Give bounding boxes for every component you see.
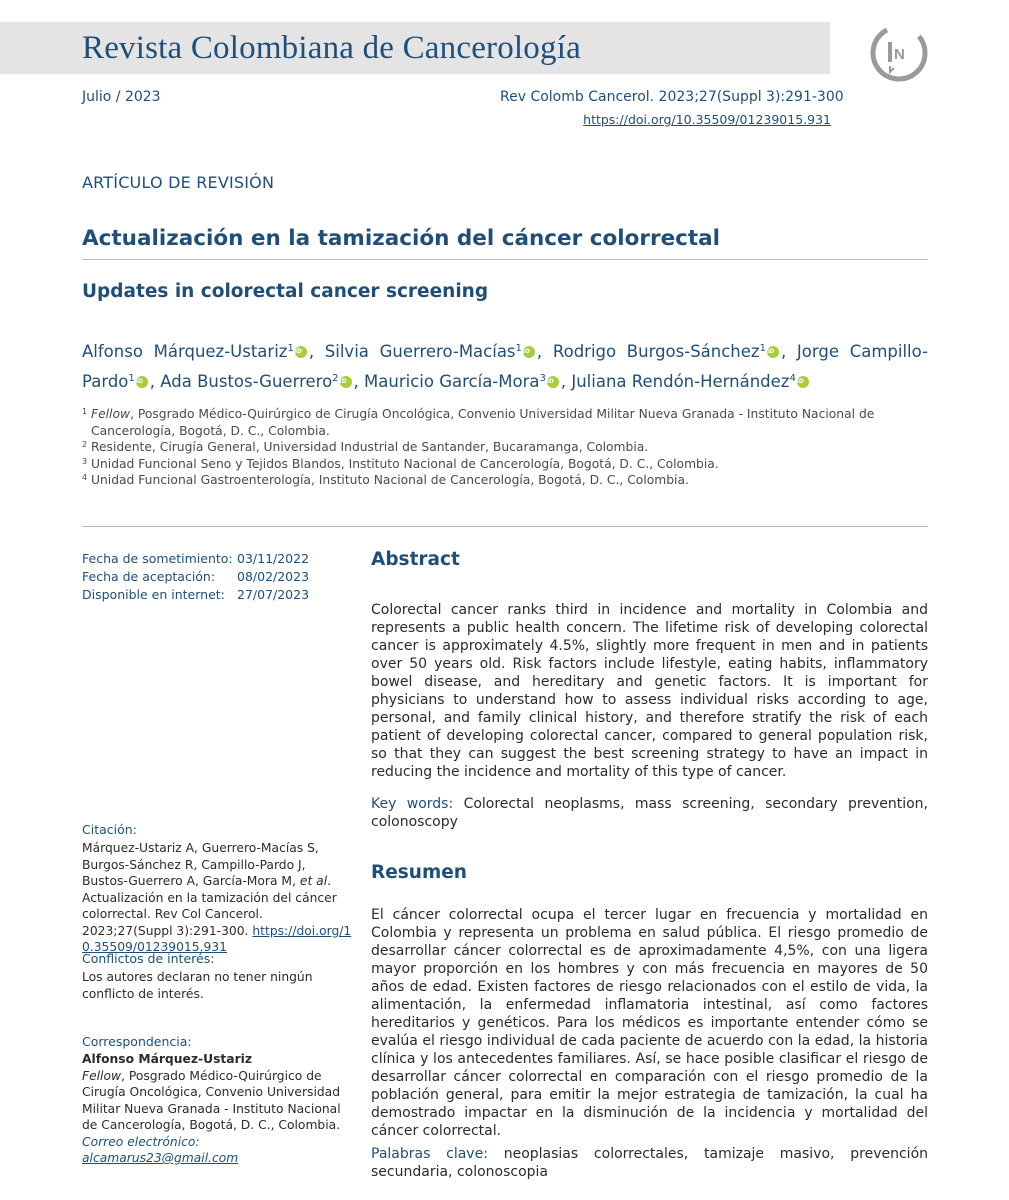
correspondence-affiliation bbox=[82, 1068, 352, 1134]
author-affiliation-number: 2 bbox=[332, 373, 339, 384]
affiliation-text: , Posgrado Médico-Quirúrgico de Cirugía Oncológica, Convenio Universidad Militar Nueva Granada - Instituto Nacional de Cancerología, Bogotá, D. C., Colombia. bbox=[91, 407, 875, 438]
orcid-icon[interactable] bbox=[340, 376, 352, 388]
abstract-keywords bbox=[371, 795, 928, 831]
orcid-icon[interactable] bbox=[767, 346, 779, 358]
resumen-keywords-label: Palabras clave: bbox=[371, 1146, 488, 1162]
abstract-keywords-label: Key words: bbox=[371, 796, 454, 812]
affiliation-number: 4 bbox=[82, 473, 88, 482]
correspondence-em: Fellow bbox=[82, 1068, 122, 1083]
affiliation-number: 3 bbox=[82, 456, 88, 466]
correspondence-heading: Correspondencia: bbox=[82, 1034, 192, 1049]
affiliation-number: 2 bbox=[82, 440, 88, 449]
date-submitted-row bbox=[82, 550, 309, 568]
date-online-value: 27/07/2023 bbox=[237, 587, 310, 602]
author-affiliation-number: 4 bbox=[789, 373, 796, 384]
author-affiliation-number: 3 bbox=[539, 373, 546, 384]
article-title-en: Updates in colorectal cancer screening bbox=[82, 281, 489, 302]
author bbox=[571, 372, 810, 391]
author-separator: , bbox=[536, 342, 543, 361]
conflicts-heading: Conflictos de interés: bbox=[82, 951, 215, 966]
resumen-keywords-text: neoplasias colorrectales, tamizaje masivo, prevención secundaria, colonoscopia bbox=[371, 1146, 929, 1180]
orcid-icon[interactable] bbox=[523, 346, 535, 358]
affiliation-text: Unidad Funcional Gastroenterología, Instituto Nacional de Cancerología, Bogotá, D. C., Colombia. bbox=[91, 473, 689, 487]
issue-date: Julio / 2023 bbox=[82, 89, 161, 105]
author bbox=[82, 342, 314, 361]
correspondence-affiliation-text: , Posgrado Médico-Quirúrgico de Cirugía Oncológica, Convenio Universidad Militar Nueva Granada - Instituto Nacional de Cancerología, Bogotá, D. C., Colombia. bbox=[82, 1068, 341, 1132]
author-affiliation-number: 1 bbox=[128, 373, 135, 384]
orcid-icon[interactable] bbox=[547, 376, 559, 388]
svg-text:N: N bbox=[894, 46, 905, 63]
article-title-es: Actualización en la tamización del cáncer colorrectal bbox=[82, 226, 721, 251]
inc-logo-icon bbox=[868, 22, 930, 84]
title-divider bbox=[82, 259, 928, 260]
author-name: Jorge Campillo-Pardo bbox=[82, 342, 928, 391]
affiliation-divider bbox=[82, 526, 928, 527]
citation-text bbox=[82, 840, 352, 956]
author-name: Rodrigo Burgos-Sánchez bbox=[552, 342, 760, 361]
date-accepted-value: 08/02/2023 bbox=[237, 569, 310, 584]
affiliation-item bbox=[82, 472, 928, 489]
abstract-text: Colorectal cancer ranks third in incidence and mortality in Colombia and represents a public health concern. The lifetime risk of developing colorectal cancer is approximately 4.5%, slightly more frequent in men and in patients over 50 years old. Risk factors include lifestyle, eating habits, inflammatory bowel disease, and hereditary and genetic factors. It is important for physicians to understand how to assess individual risks according to age, personal, and family clinical history, and therefore stratify the risk of each patient of developing colorectal cancer, compared to general population risk, so that they can suggest the best screening strategy to have an impact in reducing the incidence and mortality of this type of cancer. bbox=[371, 602, 928, 780]
author-separator: , bbox=[308, 342, 315, 361]
abstract-keywords-text: Colorectal neoplasms, mass screening, secondary prevention, colonoscopy bbox=[371, 796, 928, 830]
orcid-icon[interactable] bbox=[136, 376, 148, 388]
date-online-label: Disponible en internet: bbox=[82, 587, 225, 602]
affiliation-text: Residente, Cirugía General, Universidad Industrial de Santander, Bucaramanga, Colombia. bbox=[91, 440, 649, 454]
author bbox=[364, 372, 566, 391]
author-separator: , bbox=[149, 372, 156, 391]
affiliation-list bbox=[82, 406, 928, 489]
author bbox=[553, 342, 786, 361]
affiliation-text: Unidad Funcional Seno y Tejidos Blandos, Instituto Nacional de Cancerología, Bogotá, D. C., Colombia. bbox=[91, 456, 719, 471]
author-name: Juliana Rendón-Hernández bbox=[571, 372, 790, 391]
correspondence-block bbox=[82, 1051, 352, 1167]
date-accepted-label: Fecha de aceptación: bbox=[82, 569, 216, 584]
orcid-icon[interactable] bbox=[295, 346, 307, 358]
citation-heading: Citación: bbox=[82, 822, 137, 837]
author bbox=[325, 342, 542, 361]
citation-doi-link[interactable]: https://doi.org/10.35509/01239015.931 bbox=[82, 923, 352, 954]
correspondence-email-label: Correo electrónico: bbox=[82, 1134, 200, 1149]
citation-text-before: Márquez-Ustariz A, Guerrero-Macías S, Burgos-Sánchez R, Campillo-Pardo J, Bustos-Guerrero A, García-Mora M, bbox=[82, 841, 319, 888]
author-name: Ada Bustos-Guerrero bbox=[160, 372, 333, 391]
citation-text-after: . Actualización en la tamización del cáncer colorrectal. Rev Col Cancerol. 2023;27(Suppl 3):291-300. bbox=[82, 874, 337, 938]
affiliation-item bbox=[82, 439, 928, 456]
resumen-text: El cáncer colorrectal ocupa el tercer lugar en frecuencia y mortalidad en Colombia y representa un problema en salud pública. El riesgo promedio de desarrollar cáncer colorrectal es de aproximadamente 4,5%, con una ligera mayor proporción en los hombres y con más frecuencia en mayores de 50 años de edad. Existen factores de riesgo relacionados con el estilo de vida, la alimentación, la enfermedad inflamatoria intestinal, así como factores hereditarios y genéticos. Para los médicos es importante entender cómo se evalúa el riesgo individual de cada paciente de acuerdo con la edad, la historia clínica y los antecedentes familiares. Así, se hace posible clasificar el riesgo de desarrollar cáncer colorrectal en comparación con el riesgo promedio de la población general, para emitir la mejor estrategia de tamización, la cual ha demostrado impactar en la disminución de la incidencia y mortalidad del cáncer colorrectal. bbox=[371, 907, 928, 1139]
affiliation-item bbox=[82, 406, 928, 439]
affiliation-item bbox=[82, 456, 928, 473]
conflicts-text: Los autores declaran no tener ningún conflicto de interés. bbox=[82, 970, 313, 1001]
date-online-row bbox=[82, 586, 309, 604]
abstract-heading: Abstract bbox=[371, 549, 460, 570]
article-dates bbox=[82, 550, 309, 604]
author-separator: , bbox=[560, 372, 567, 391]
article-type: ARTÍCULO DE REVISIÓN bbox=[82, 173, 275, 192]
author-separator: , bbox=[353, 372, 359, 391]
journal-title: Revista Colombiana de Cancerología bbox=[82, 30, 581, 66]
author-separator: , bbox=[780, 342, 787, 361]
journal-reference: Rev Colomb Cancerol. 2023;27(Suppl 3):291-300 bbox=[500, 89, 844, 105]
author-name: Mauricio García-Mora bbox=[364, 372, 540, 391]
resumen-keywords bbox=[371, 1145, 928, 1181]
author-affiliation-number: 1 bbox=[287, 343, 294, 354]
date-submitted-value: 03/11/2022 bbox=[237, 551, 310, 566]
author bbox=[160, 372, 359, 391]
citation-et-al: et al bbox=[299, 874, 328, 888]
author-affiliation-number: 1 bbox=[515, 343, 522, 354]
author-list bbox=[82, 335, 928, 395]
affiliation-role: Fellow bbox=[91, 407, 131, 421]
author-name: Alfonso Márquez-Ustariz bbox=[82, 342, 288, 361]
correspondence-email-link[interactable]: alcamarus23@gmail.com bbox=[82, 1151, 239, 1165]
author-name: Silvia Guerrero-Macías bbox=[324, 342, 516, 361]
affiliation-number: 1 bbox=[82, 407, 88, 416]
author-affiliation-number: 1 bbox=[759, 343, 766, 354]
correspondence-name: Alfonso Márquez-Ustariz bbox=[82, 1052, 253, 1066]
date-accepted-row bbox=[82, 568, 309, 586]
orcid-icon[interactable] bbox=[797, 376, 809, 388]
date-submitted-label: Fecha de sometimiento: bbox=[82, 551, 233, 566]
resumen-heading: Resumen bbox=[371, 862, 467, 883]
correspondence-email-line bbox=[82, 1134, 352, 1167]
doi-link[interactable]: https://doi.org/10.35509/01239015.931 bbox=[583, 112, 831, 127]
